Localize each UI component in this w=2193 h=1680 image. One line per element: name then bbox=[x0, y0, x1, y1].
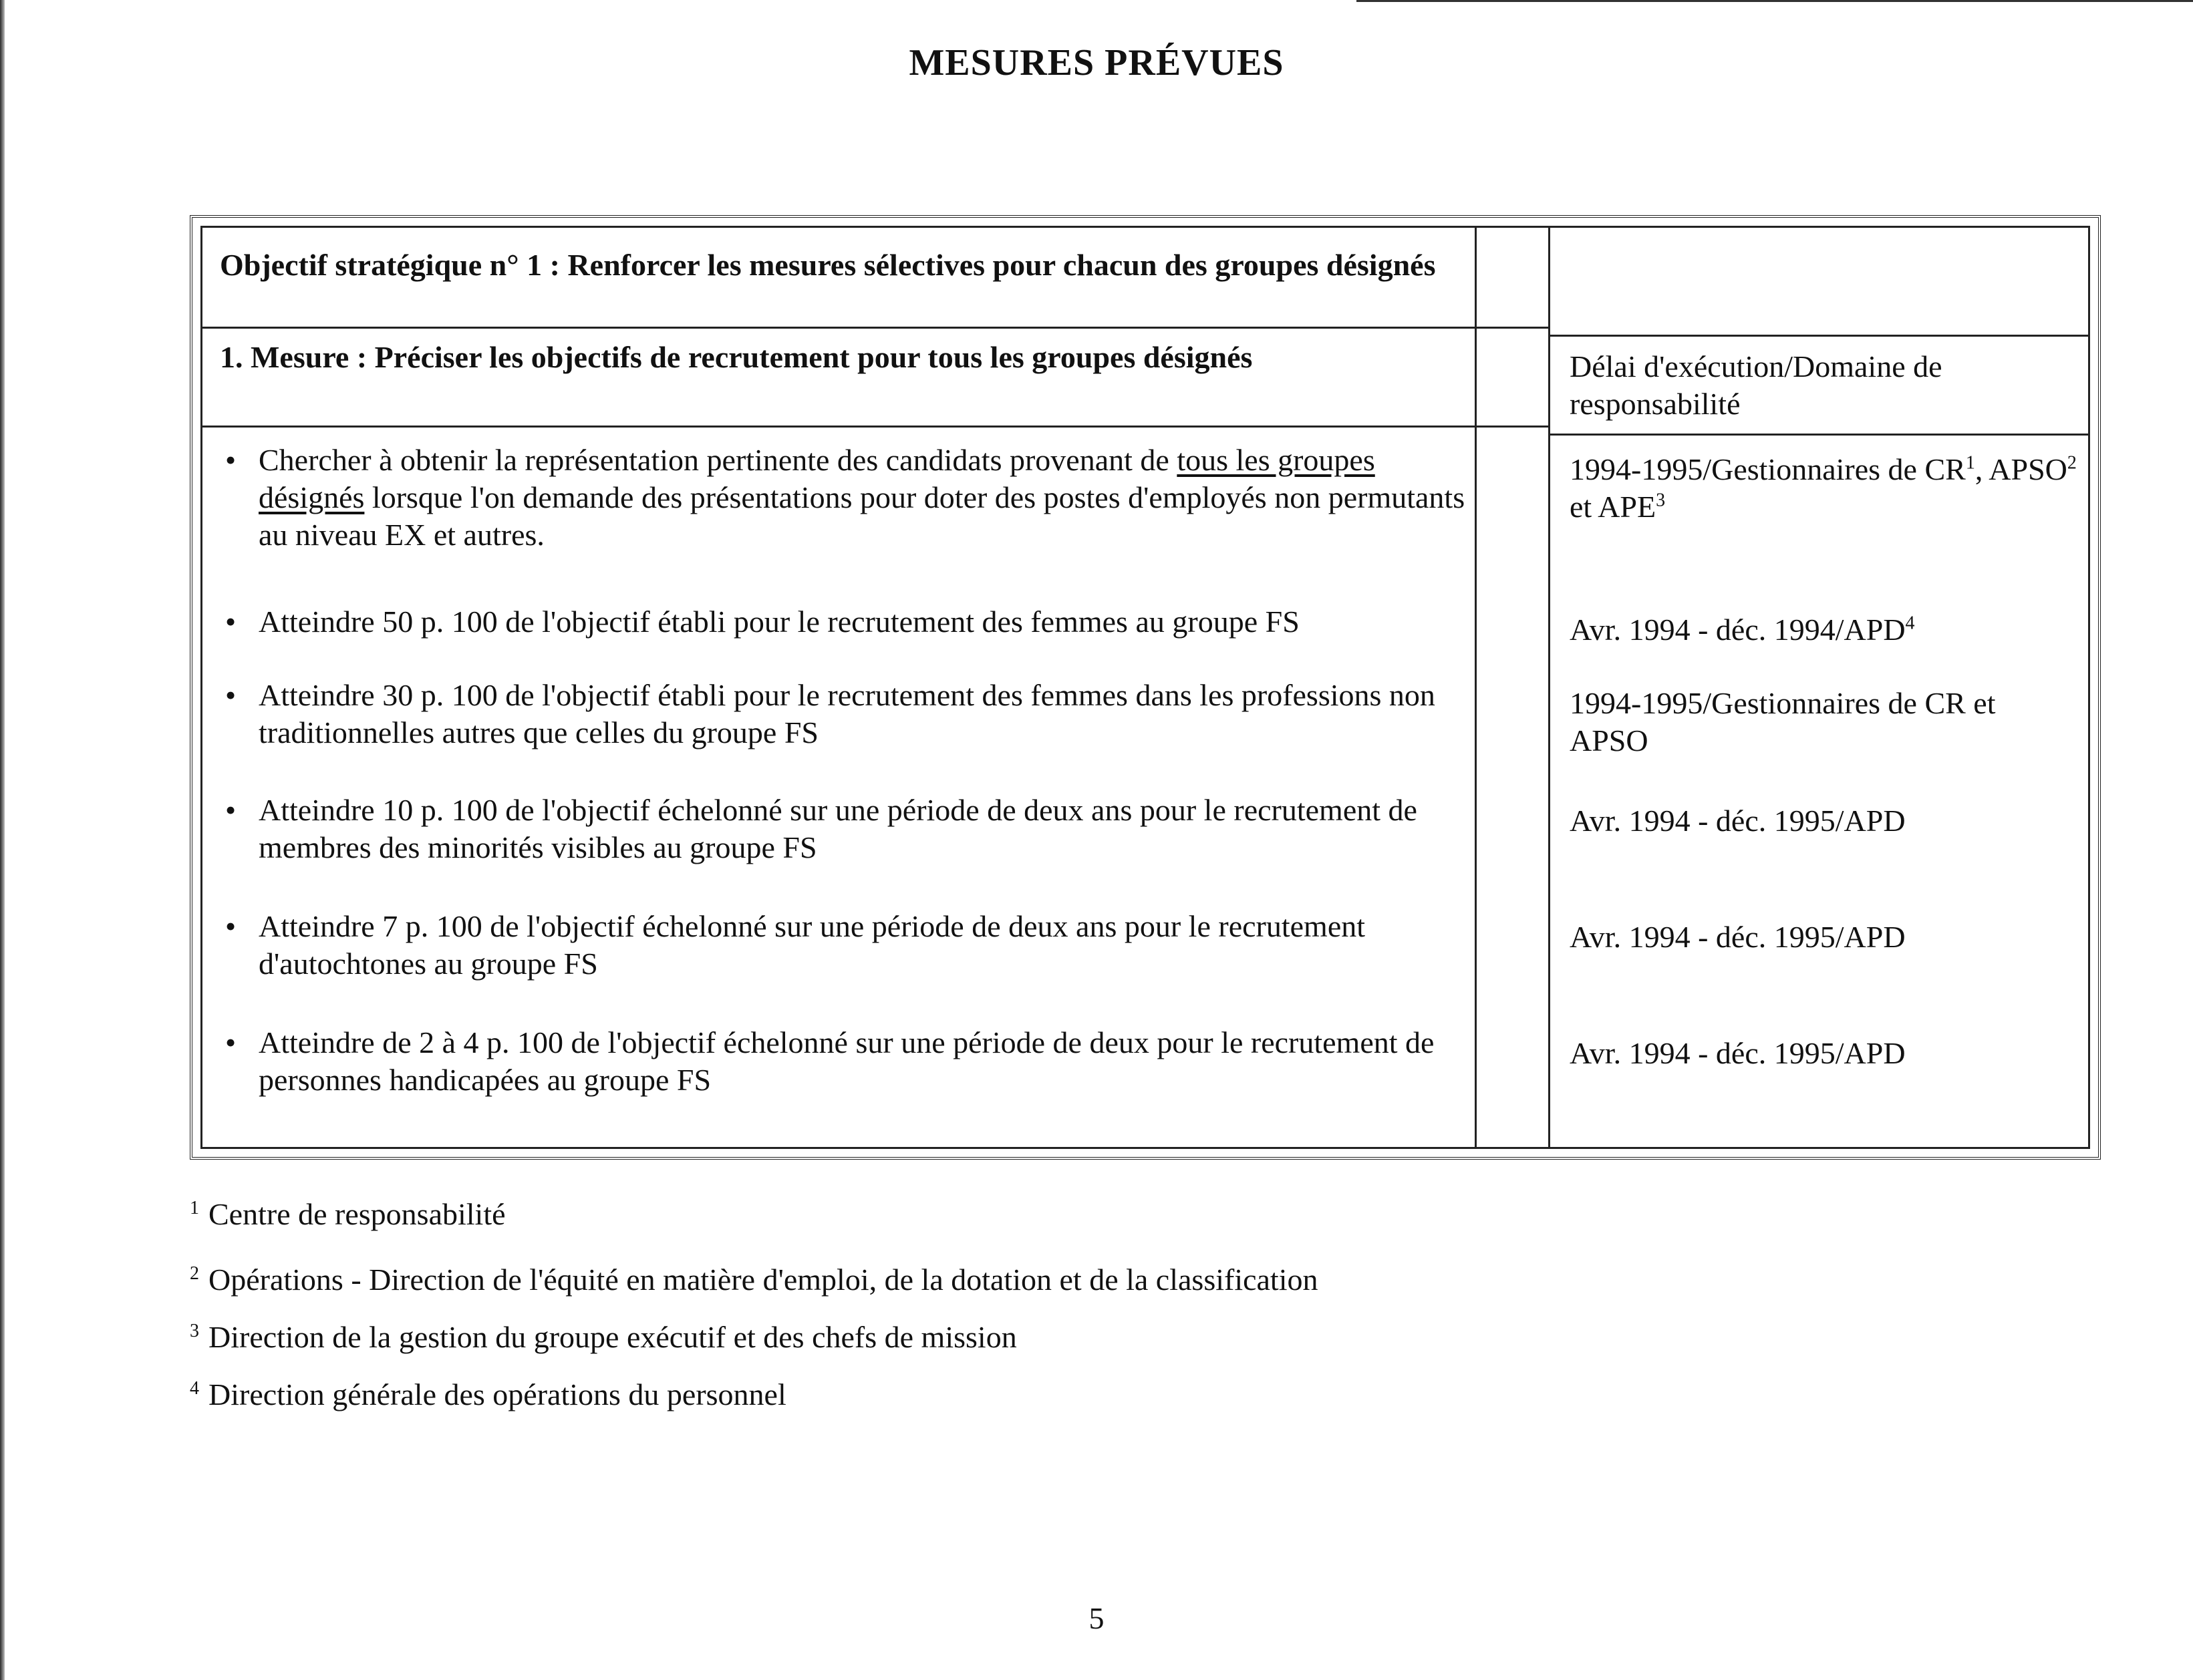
column-divider-2 bbox=[1548, 228, 1550, 1147]
item-delay: 1994-1995/Gestionnaires de CR et APSO bbox=[1570, 686, 1996, 758]
item-text: lorsque l'on demande des présentations pour doter des postes d'employés non permutants au niveau EX et autres. bbox=[259, 480, 1465, 552]
item-delay: Avr. 1994 - déc. 1994/APD$^4$ bbox=[1570, 613, 1915, 647]
item-delay: Avr. 1994 - déc. 1995/APD bbox=[1570, 1036, 1906, 1070]
item-text: Atteindre 10 p. 100 de l'objectif échelonné sur une période de deux ans pour le recrutement de membres des minorités visibles au groupe FS bbox=[259, 793, 1417, 864]
list-item bbox=[220, 1024, 1469, 1099]
item-text: Atteindre 30 p. 100 de l'objectif établi pour le recrutement des femmes dans les professions non traditionnelles autres que celles du groupe FS bbox=[259, 678, 1435, 749]
bullet-icon: • bbox=[225, 909, 237, 943]
row-divider-objective-right bbox=[1548, 335, 2088, 337]
measure-heading: 1. Mesure : Préciser les objectifs de recrutement pour tous les groupes désignés bbox=[220, 340, 1253, 374]
list-item bbox=[220, 603, 1469, 641]
list-item bbox=[220, 908, 1469, 983]
row-divider-objective bbox=[202, 327, 1550, 329]
measures-table bbox=[190, 215, 2101, 1160]
bullet-icon: • bbox=[225, 605, 237, 639]
item-delay: Avr. 1994 - déc. 1995/APD bbox=[1570, 804, 1906, 838]
column-divider-1 bbox=[1475, 228, 1477, 1147]
page-number: 5 bbox=[1088, 1601, 1105, 1635]
bullet-icon: • bbox=[225, 678, 237, 712]
footnote-2: $^2$ Opérations - Direction de l'équité en matière d'emploi, de la dotation et de la classification bbox=[190, 1263, 1318, 1297]
footnote-1: $^1$ Centre de responsabilité bbox=[190, 1197, 506, 1231]
item-text: Atteindre 7 p. 100 de l'objectif échelonné sur une période de deux ans pour le recrutement d'autochtones au groupe FS bbox=[259, 909, 1366, 981]
table-inner-frame bbox=[200, 226, 2090, 1149]
item-text-underlined: tous les groupes désignés bbox=[259, 443, 1375, 514]
bullet-icon: • bbox=[225, 793, 237, 827]
footnote-4: $^4$ Direction générale des opérations du personnel bbox=[190, 1377, 786, 1411]
scan-edge-left bbox=[0, 0, 5, 1680]
bullet-icon: • bbox=[225, 443, 237, 477]
item-delay: Avr. 1994 - déc. 1995/APD bbox=[1570, 920, 1906, 954]
row-divider-delay-header bbox=[1548, 434, 2088, 436]
page-title: MESURES PRÉVUES bbox=[909, 42, 1284, 83]
row-divider-measure bbox=[202, 426, 1550, 428]
item-text: Atteindre 50 p. 100 de l'objectif établi pour le recrutement des femmes au groupe FS bbox=[259, 605, 1300, 639]
delay-header: Délai d'exécution/Domaine de responsabilité bbox=[1570, 349, 1942, 421]
item-delay: 1994-1995/Gestionnaires de $CR^1$, APSO$^2$ et APE$^3$ bbox=[1570, 452, 2077, 524]
item-text: Atteindre de 2 à 4 p. 100 de l'objectif échelonné sur une période de deux pour le recrutement de personnes handicapées au groupe FS bbox=[259, 1025, 1435, 1097]
list-item bbox=[220, 792, 1469, 866]
item-text: Chercher à obtenir la représentation pertinente des candidats provenant de bbox=[259, 443, 1177, 477]
list-item bbox=[220, 677, 1469, 751]
scan-edge-top bbox=[1356, 0, 2193, 2]
footnote-3: $^3$ Direction de la gestion du groupe exécutif et des chefs de mission bbox=[190, 1320, 1017, 1354]
bullet-icon: • bbox=[225, 1025, 237, 1059]
list-item bbox=[220, 442, 1469, 554]
objective-heading: Objectif stratégique n° 1 : Renforcer les mesures sélectives pour chacun des groupes désignés bbox=[220, 248, 1436, 282]
